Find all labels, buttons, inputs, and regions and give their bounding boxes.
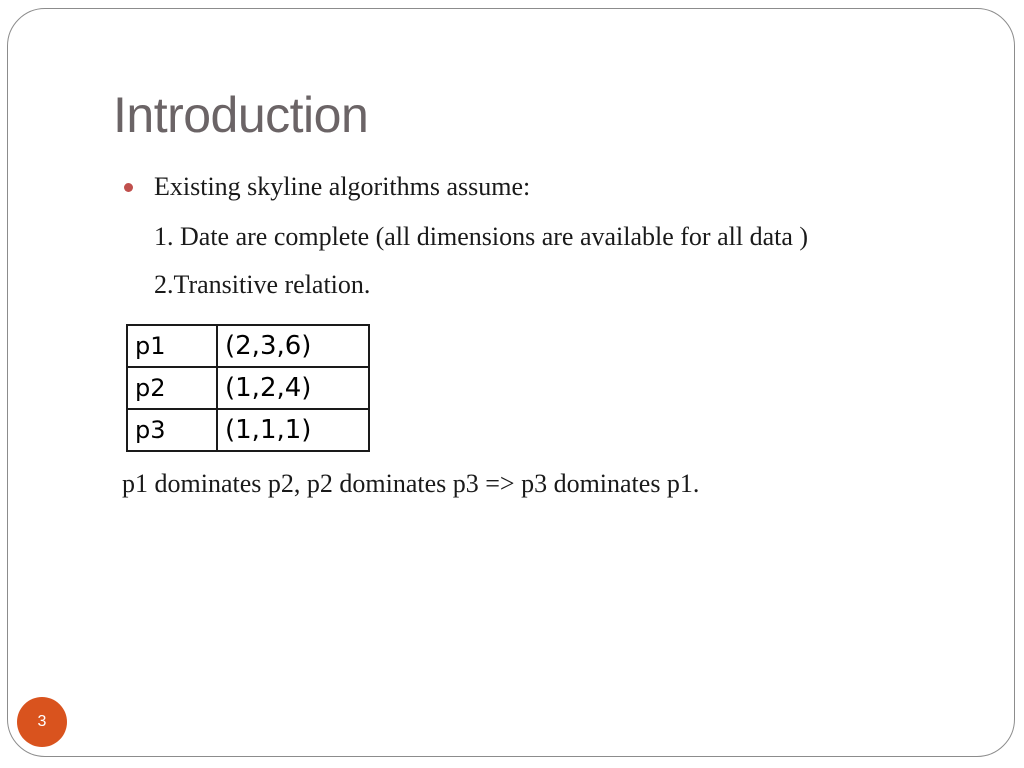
point-id-cell: p2	[127, 367, 217, 409]
point-id-cell: p3	[127, 409, 217, 451]
table-row	[127, 367, 369, 409]
table-row	[127, 325, 369, 367]
numbered-line-1: 1. Date are complete (all dimensions are available for all data )	[154, 222, 809, 251]
table-row	[127, 409, 369, 451]
point-value-cell: (1,1,1)	[217, 409, 369, 451]
numbered-line-2: 2.Transitive relation.	[154, 270, 371, 299]
point-id-cell: p1	[127, 325, 217, 367]
slide-title: Introduction	[113, 87, 369, 143]
conclusion-text: p1 dominates p2, p2 dominates p3 => p3 dominates p1.	[122, 469, 700, 498]
points-table	[126, 324, 370, 452]
bullet-text: Existing skyline algorithms assume:	[154, 172, 531, 201]
point-value-cell: (1,2,4)	[217, 367, 369, 409]
page-number-badge: 3	[17, 697, 67, 747]
bullet-dot-icon	[124, 183, 133, 192]
point-value-cell: (2,3,6)	[217, 325, 369, 367]
